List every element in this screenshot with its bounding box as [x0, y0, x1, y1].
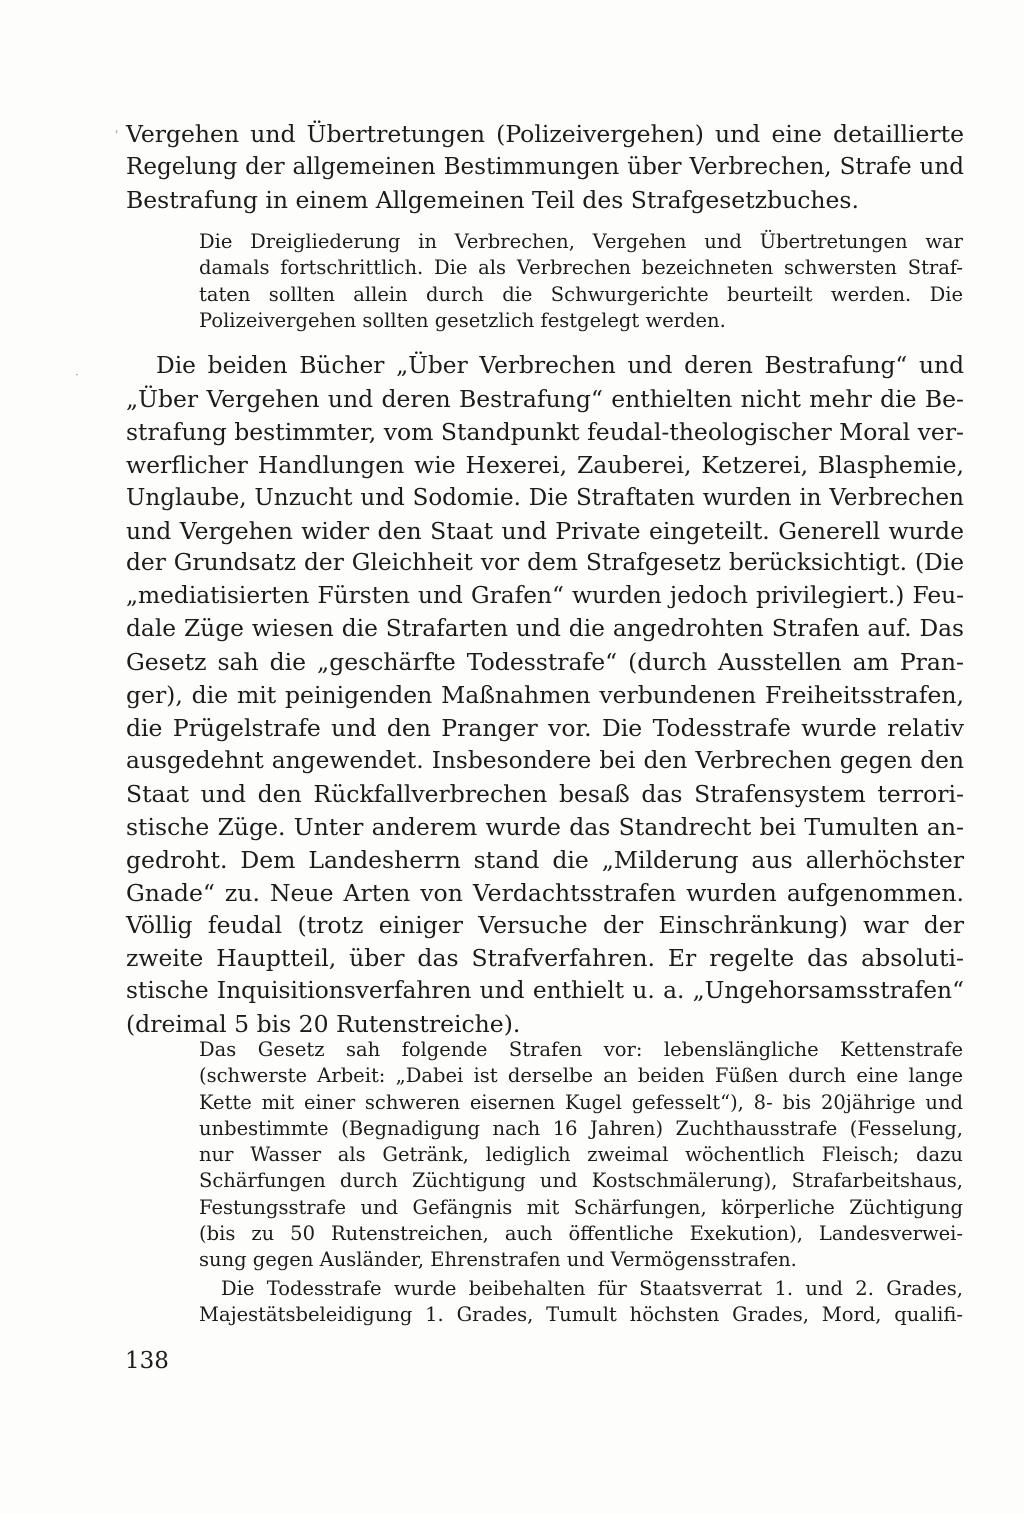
note-line: nur Wasser als Getränk, lediglich zweimal wöchentlich Fleisch; dazu	[199, 1143, 963, 1167]
note-line: Die Todesstrafe wurde beibehalten für Staatsverrat 1. und 2. Grades,	[221, 1277, 963, 1300]
note-line: Majestätsbeleidigung 1. Grades, Tumult höchsten Grades, Mord, qualifi-	[199, 1303, 963, 1327]
note-line: taten sollten allein durch die Schwurgerichte beurteilt werden. Die	[199, 282, 963, 306]
text-line: die Prügelstrafe und den Pranger vor. Die Todesstrafe wurde relativ	[126, 713, 964, 742]
text-line: Gesetz sah die „geschärfte Todesstrafe“ (durch Ausstellen am Pran-	[126, 648, 964, 677]
text-line: „mediatisierten Fürsten und Grafen“ wurden jedoch privilegiert.) Feu-	[126, 582, 964, 610]
text-line: Unglaube, Unzucht und Sodomie. Die Straftaten wurden in Verbrechen	[126, 484, 964, 511]
note-line: damals fortschrittlich. Die als Verbrechen bezeichneten schwersten Straf-	[199, 256, 963, 280]
note-dreigliederung	[199, 229, 963, 334]
margin-mark-icon: '	[115, 128, 119, 142]
text-line: ger), die mit peinigenden Maßnahmen verbundenen Freiheitsstrafen,	[126, 681, 964, 710]
margin-mark-icon: ·	[75, 368, 79, 382]
text-line: ausgedehnt angewendet. Insbesondere bei den Verbrechen gegen den	[126, 746, 964, 774]
text-line: stische Züge. Unter anderem wurde das Standrecht bei Tumulten an-	[126, 812, 964, 841]
text-line: Gnade“ zu. Neue Arten von Verdachtsstrafen wurden aufgenommen.	[126, 878, 964, 907]
note-line: Schärfungen durch Züchtigung und Kostschmälerung), Strafarbeitshaus,	[199, 1169, 963, 1193]
paragraph-continuation	[126, 118, 964, 217]
note-line: Polizeivergehen sollten gesetzlich festgelegt werden.	[199, 308, 726, 332]
note-line: (schwerste Arbeit: „Dabei ist derselbe an beiden Füßen durch eine lange	[199, 1064, 963, 1088]
note-line: unbestimmte (Begnadigung nach 16 Jahren) Zuchthausstrafe (Fesselung,	[199, 1116, 963, 1140]
note-line: Kette mit einer schweren eisernen Kugel gefesselt“), 8- bis 20jährige und	[199, 1090, 963, 1114]
text-line: und Vergehen wider den Staat und Private eingeteilt. Generell wurde	[126, 516, 964, 545]
page-number: 138	[125, 1348, 169, 1374]
note-line: Das Gesetz sah folgende Strafen vor: lebenslängliche Kettenstrafe	[199, 1038, 963, 1061]
note-line: Festungsstrafe und Gefängnis mit Schärfungen, körperliche Züchtigung	[199, 1195, 963, 1219]
text-line: gedroht. Dem Landesherrn stand die „Milderung aus allerhöchster	[126, 845, 964, 874]
paragraph-buecher	[126, 350, 964, 1041]
text-line: Die beiden Bücher „Über Verbrechen und deren Bestrafung“ und	[156, 352, 964, 379]
text-line: Vergehen und Übertretungen (Polizeivergehen) und eine detaillierte	[126, 120, 964, 148]
text-line: werflicher Handlungen wie Hexerei, Zauberei, Ketzerei, Blasphemie,	[126, 450, 964, 479]
text-line: Staat und den Rückfallverbrechen besaß das Strafensystem terrori-	[126, 779, 964, 808]
text-line: Völlig feudal (trotz einiger Versuche der Einschränkung) war der	[126, 911, 964, 940]
text-line: (dreimal 5 bis 20 Rutenstreiche).	[126, 1010, 521, 1039]
note-line: (bis zu 50 Rutenstreichen, auch öffentliche Exekution), Landesverwei-	[199, 1222, 963, 1246]
note-line: Die Dreigliederung in Verbrechen, Vergehen und Übertretungen war	[199, 230, 963, 253]
text-line: Bestrafung in einem Allgemeinen Teil des Strafgesetzbuches.	[126, 185, 859, 214]
note-strafen	[199, 1037, 963, 1274]
text-line: der Grundsatz der Gleichheit vor dem Strafgesetz berücksichtigt. (Die	[126, 549, 964, 577]
text-line: zweite Hauptteil, über das Strafverfahren. Er regelte das absoluti-	[126, 944, 964, 973]
note-line: sung gegen Ausländer, Ehrenstrafen und Vermögensstrafen.	[199, 1248, 797, 1272]
text-line: dale Züge wiesen die Strafarten und die angedrohten Strafen auf. Das	[126, 615, 964, 643]
note-todesstrafe	[199, 1276, 963, 1329]
text-line: „Über Vergehen und deren Bestrafung“ enthielten nicht mehr die Be-	[126, 384, 964, 413]
text-line: Regelung der allgemeinen Bestimmungen über Verbrechen, Strafe und	[126, 153, 964, 180]
text-line: strafung bestimmter, vom Standpunkt feudal-theologischer Moral ver-	[126, 417, 964, 446]
text-line: stische Inquisitionsverfahren und enthielt u. a. „Ungehorsamsstrafen“	[126, 977, 964, 1005]
